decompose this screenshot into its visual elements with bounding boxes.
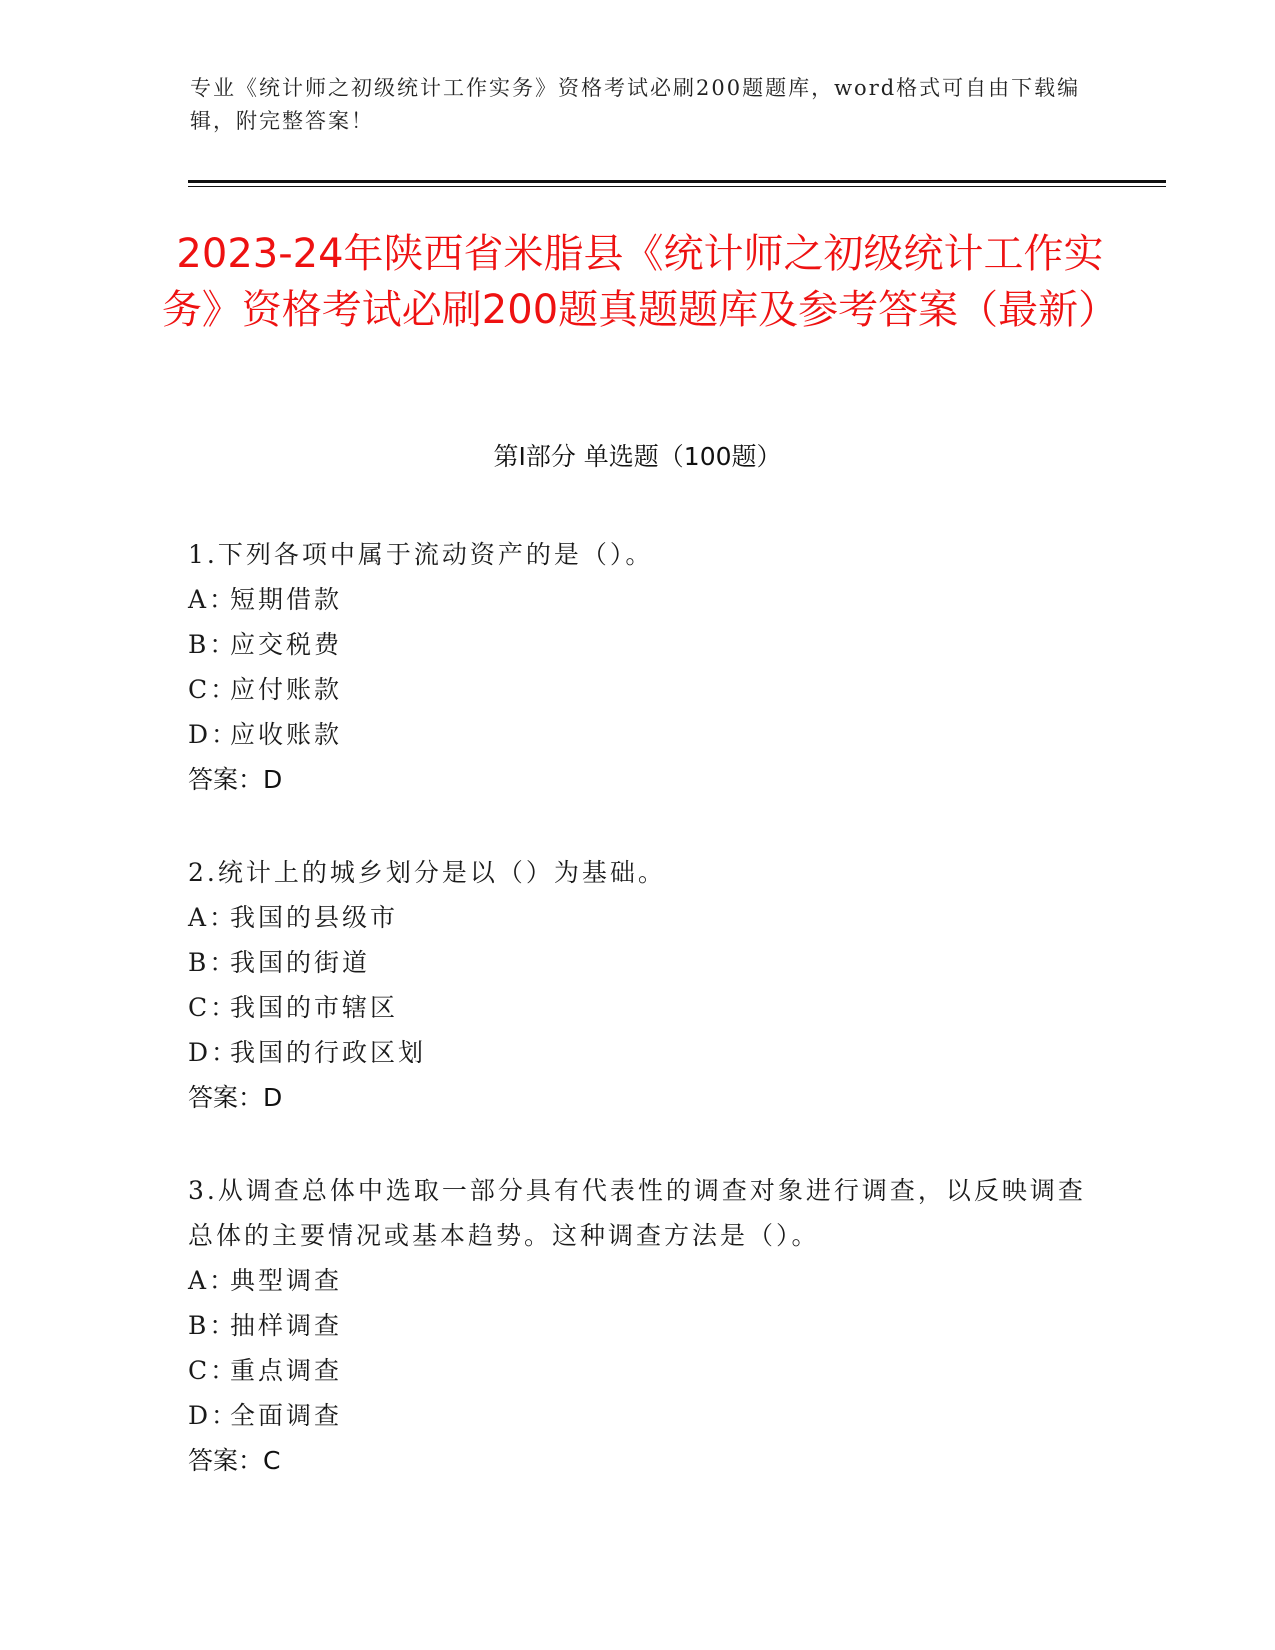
option-text: 短期借款	[230, 585, 343, 614]
question-list	[188, 532, 1088, 1531]
option-c	[188, 667, 1088, 712]
option-text: 全面调查	[230, 1401, 343, 1430]
option-text: 应收账款	[230, 720, 343, 749]
option-letter: D：	[188, 1401, 240, 1430]
option-letter: B：	[188, 1311, 238, 1340]
section-title: 第Ⅰ部分 单选题（100题）	[493, 442, 782, 471]
answer: 答案：D	[188, 1083, 283, 1112]
question-1	[188, 532, 1088, 802]
question-stem: 1.下列各项中属于流动资产的是（）。	[188, 540, 654, 569]
option-letter: C：	[188, 1356, 239, 1385]
question-stem: 3.从调查总体中选取一部分具有代表性的调查对象进行调查，以反映调查总体的主要情况或基本趋势。这种调查方法是（）。	[188, 1176, 1086, 1250]
question-2	[188, 850, 1088, 1120]
document-title: 2023-24年陕西省米脂县《统计师之初级统计工作实务》资格考试必刷200题真题题库及参考答案（最新）	[161, 231, 1119, 333]
question-stem: 2.统计上的城乡划分是以（）为基础。	[188, 858, 666, 887]
option-text: 我国的街道	[230, 948, 371, 977]
answer: 答案：C	[188, 1446, 281, 1475]
question-3	[188, 1168, 1088, 1483]
option-text: 应交税费	[230, 630, 343, 659]
option-letter: C：	[188, 675, 239, 704]
answer: 答案：D	[188, 765, 283, 794]
header-divider-thick	[188, 180, 1166, 183]
option-letter: B：	[188, 948, 238, 977]
option-letter: A：	[188, 903, 238, 932]
option-letter: A：	[188, 1266, 238, 1295]
option-letter: D：	[188, 1038, 240, 1067]
option-text: 我国的县级市	[230, 903, 399, 932]
option-a	[188, 895, 1088, 940]
option-letter: B：	[188, 630, 238, 659]
option-b	[188, 940, 1088, 985]
option-d	[188, 1030, 1088, 1075]
option-text: 典型调查	[230, 1266, 343, 1295]
option-b	[188, 622, 1088, 667]
option-text: 抽样调查	[230, 1311, 343, 1340]
option-c	[188, 1348, 1088, 1393]
option-d	[188, 1393, 1088, 1438]
option-a	[188, 1258, 1088, 1303]
option-text: 我国的市辖区	[230, 993, 399, 1022]
option-text: 我国的行政区划	[230, 1038, 427, 1067]
option-c	[188, 985, 1088, 1030]
option-letter: A：	[188, 585, 238, 614]
header-note: 专业《统计师之初级统计工作实务》资格考试必刷200题题库，word格式可自由下载编辑，附完整答案！	[190, 76, 1081, 133]
option-letter: D：	[188, 720, 240, 749]
option-b	[188, 1303, 1088, 1348]
option-text: 应付账款	[230, 675, 343, 704]
option-a	[188, 577, 1088, 622]
option-d	[188, 712, 1088, 757]
option-letter: C：	[188, 993, 239, 1022]
option-text: 重点调查	[230, 1356, 343, 1385]
header-divider-thin	[188, 186, 1166, 187]
